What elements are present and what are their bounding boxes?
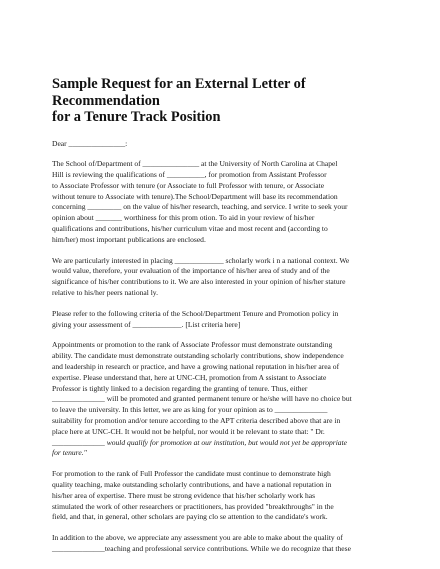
paragraph-line: and leadership in research or practice, and have a growing national reputation in his/her area of: [52, 362, 340, 372]
paragraph-line: ______________ will be promoted and granted permanent tenure or he/she will have no choice but: [52, 394, 352, 404]
paragraph-line: For promotion to the rank of Full Professor the candidate must continue to demonstrate high: [52, 469, 331, 479]
paragraph-line: without tenure to Associate with tenure).The School/Department will base its recommendation: [52, 191, 338, 201]
paragraph-intro: [52, 159, 380, 245]
paragraph-line: Hill is reviewing the qualifications of __________, for promotion from Assistant Professor: [52, 170, 327, 180]
paragraph-line: quality teaching, make outstanding scholarly contributions, and have a national reputation in: [52, 480, 332, 490]
paragraph-line: for tenure.": [52, 448, 87, 458]
title-line-2: for a Tenure Track Position: [52, 109, 221, 125]
paragraph-line: Professor is tightly linked to a decision regarding the granting of tenure. Thus, either: [52, 383, 308, 393]
paragraph-line: concerning _________ on the value of his/her research, teaching, and service. I write to seek your: [52, 202, 348, 212]
paragraph-line: ability. The candidate must demonstrate outstanding scholarly contributions, show independence: [52, 351, 344, 361]
document-title: [52, 76, 380, 126]
paragraph-line: ______________teaching and professional service contributions. While we do recognize that these: [52, 544, 351, 553]
paragraph-line: Please refer to the following criteria of the School/Department Tenure and Promotion policy in: [52, 308, 339, 318]
paragraph-line: Appointments or promotion to the rank of Associate Professor must demonstrate outstanding: [52, 340, 333, 350]
paragraph-line: stimulated the work of other researchers or practitioners, has provided "breakthroughs" in the: [52, 501, 334, 511]
paragraph-line: In addition to the above, we appreciate any assessment you are able to make about the quality of: [52, 533, 343, 543]
paragraph-line: place here at UNC-CH. It would not be helpful, nor would it be relevant to state that: " Dr.: [52, 426, 325, 436]
paragraph-line: field, and that, in general, other scholars are paying clo se attention to the candidate's work.: [52, 512, 328, 522]
paragraph-line: to Associate Professor with tenure (or Associate to full Professor with tenure, or Associate: [52, 180, 325, 190]
paragraph-line: suitability for promotion and/or tenure according to the APT criteria described above that are in: [52, 416, 341, 426]
salutation: Dear _______________:: [52, 138, 128, 148]
paragraph-line: significance of his/her contributions to it. We are also interested in your opinion of his/her stature: [52, 277, 346, 287]
paragraph-associate-criteria: [52, 340, 380, 459]
paragraph-line: him/her) most important publications are enclosed.: [52, 234, 206, 244]
paragraph-line: expertise. Please understand that, here at UNC-CH, promotion from A ssistant to Associate: [52, 372, 327, 382]
paragraph-line: to leave the university. In this letter, we are as king for your opinion as to ______________: [52, 405, 328, 415]
paragraph-line: his/her area of expertise. There must be strong evidence that his/her scholarly work has: [52, 490, 316, 500]
paragraph-additional-assessment: [52, 533, 380, 555]
paragraph-line: opinion about _______ worthiness for this prom otion. To aid in your review of his/her: [52, 213, 315, 223]
paragraph-line: would value, therefore, your evaluation of the importance of his/her area of study and of the: [52, 266, 330, 276]
paragraph-criteria: [52, 309, 380, 331]
paragraph-line: qualifications and contributions, his/her curriculum vitae and most recent and (according to: [52, 224, 328, 234]
paragraph-line: The School of/Department of _______________ at the University of North Carolina at Chapel: [52, 159, 338, 169]
paragraph-line: relative to his/her peers national ly.: [52, 288, 158, 298]
paragraph-line: ______________ would qualify for promotion at our institution, but would not yet be appropriate: [52, 437, 348, 447]
paragraph-line: We are particularly interested in placing _____________ scholarly work i n a national context. We: [52, 255, 350, 265]
title-line-1: Sample Request for an External Letter of Recommendation: [52, 76, 306, 109]
paragraph-national-context: [52, 256, 380, 299]
paragraph-line: giving your assessment of _____________. [List criteria here]: [52, 319, 241, 329]
paragraph-full-professor: [52, 469, 380, 523]
